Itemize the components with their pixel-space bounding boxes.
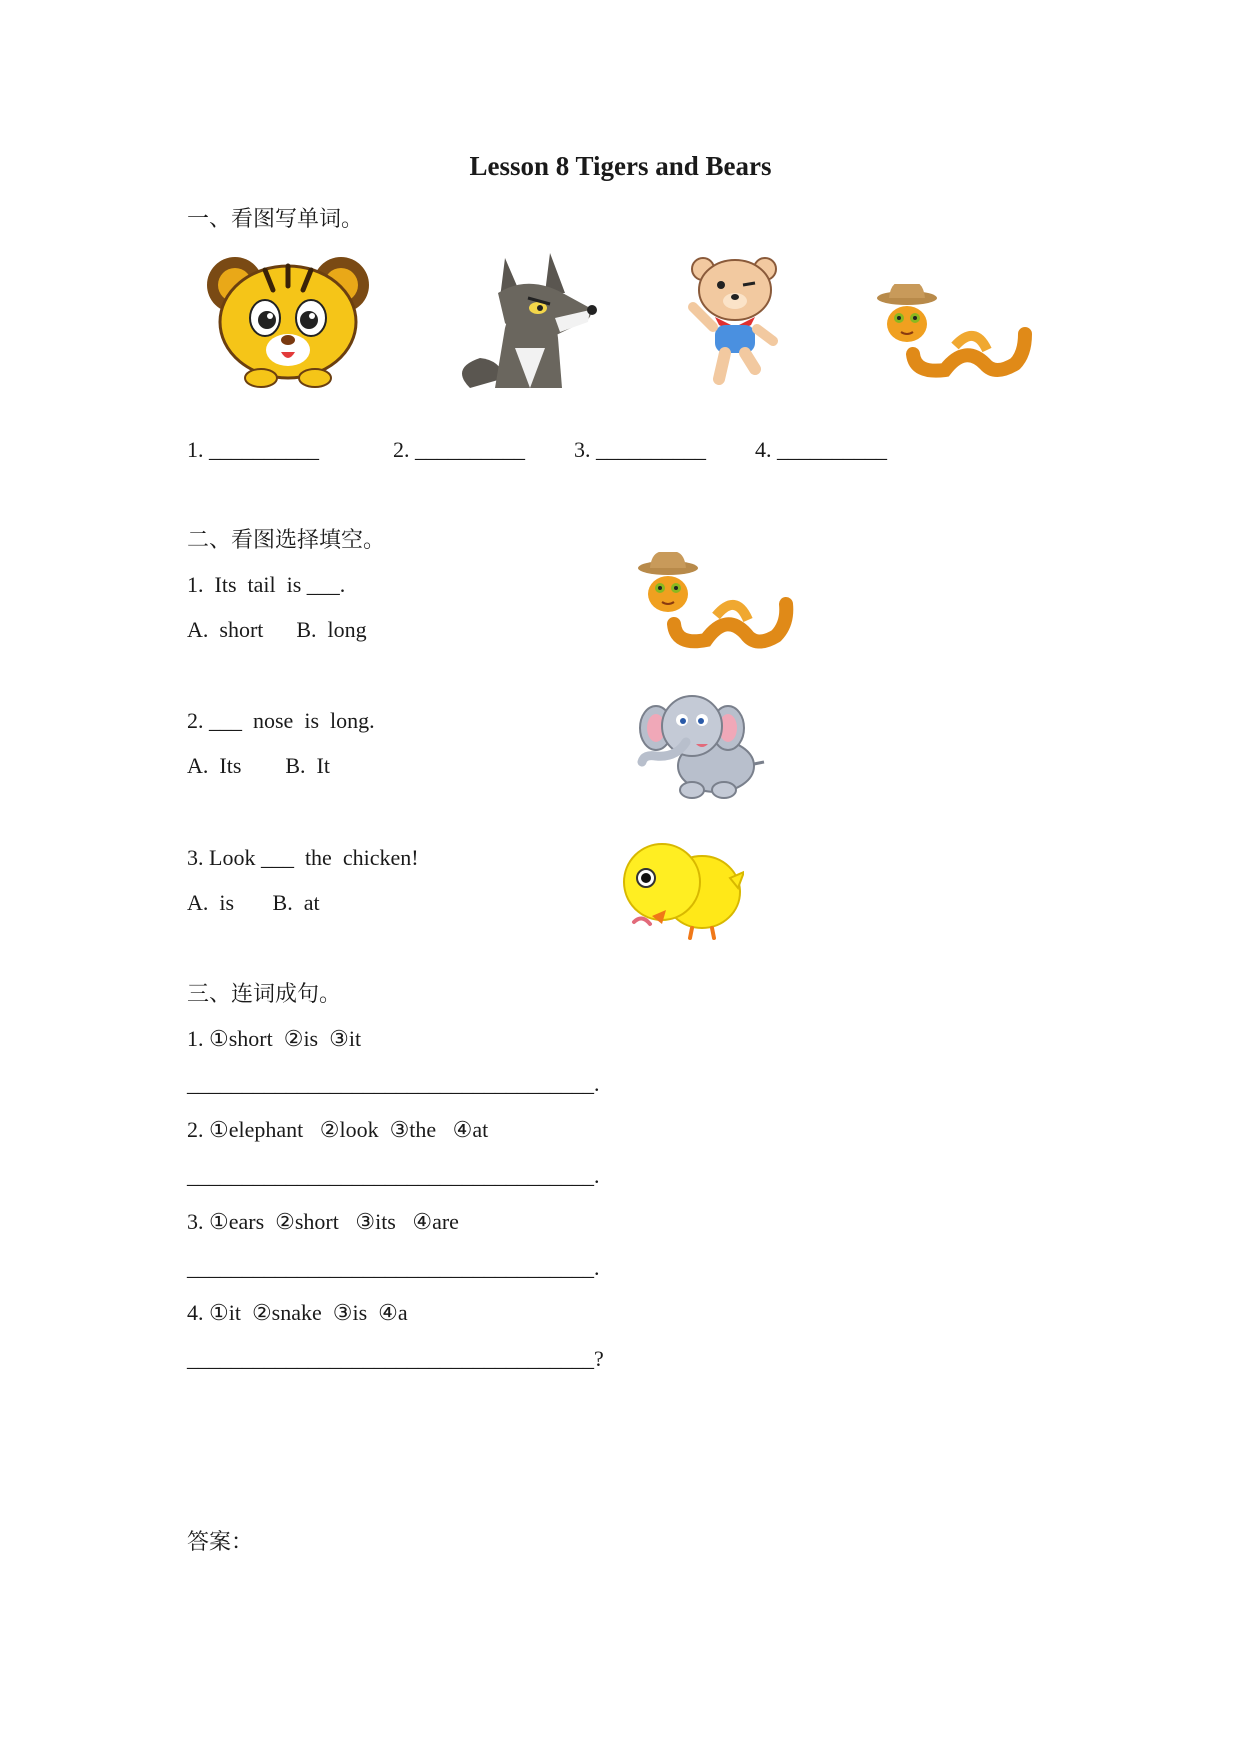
blank-2[interactable]: 2. __________ (393, 437, 525, 462)
wolf-picture (450, 248, 600, 390)
section3-heading: 三、连词成句。 (187, 981, 342, 1006)
question-1: 1. Its tail is ___. (187, 572, 346, 597)
blank-4[interactable]: 4. __________ (755, 437, 887, 462)
section2-heading: 二、看图选择填空。 (187, 527, 386, 552)
reorder-2-words: 2. ①elephant ②look ③the ④at (187, 1117, 489, 1142)
bear-picture (685, 255, 785, 387)
snake-picture (875, 284, 1035, 380)
answer-key-label: 答案： (187, 1529, 254, 1554)
question-3: 3. Look ___ the chicken! (187, 845, 419, 870)
reorder-4-words: 4. ①it ②snake ③is ④a (187, 1300, 408, 1325)
blank-3[interactable]: 3. __________ (574, 437, 706, 462)
blank-1[interactable]: 1. __________ (187, 437, 319, 462)
tiger-picture (203, 250, 373, 390)
question-2-options[interactable]: A. Its B. It (187, 753, 330, 778)
reorder-3-words: 3. ①ears ②short ③its ④are (187, 1209, 459, 1234)
reorder-3-answer-line[interactable]: _____________________________________. (187, 1255, 600, 1280)
page-title: Lesson 8 Tigers and Bears (469, 151, 772, 181)
question-3-options[interactable]: A. is B. at (187, 890, 320, 915)
question-1-options[interactable]: A. short B. long (187, 617, 367, 642)
chicken-picture (622, 838, 744, 942)
elephant-picture (636, 688, 766, 800)
reorder-1-answer-line[interactable]: _____________________________________. (187, 1071, 600, 1096)
reorder-2-answer-line[interactable]: _____________________________________. (187, 1163, 600, 1188)
reorder-1-words: 1. ①short ②is ③it (187, 1026, 362, 1051)
question-2: 2. ___ nose is long. (187, 708, 375, 733)
section1-heading: 一、看图写单词。 (187, 206, 364, 231)
reorder-4-answer-line[interactable]: _____________________________________? (187, 1346, 604, 1371)
snake-picture-q1 (636, 552, 796, 652)
